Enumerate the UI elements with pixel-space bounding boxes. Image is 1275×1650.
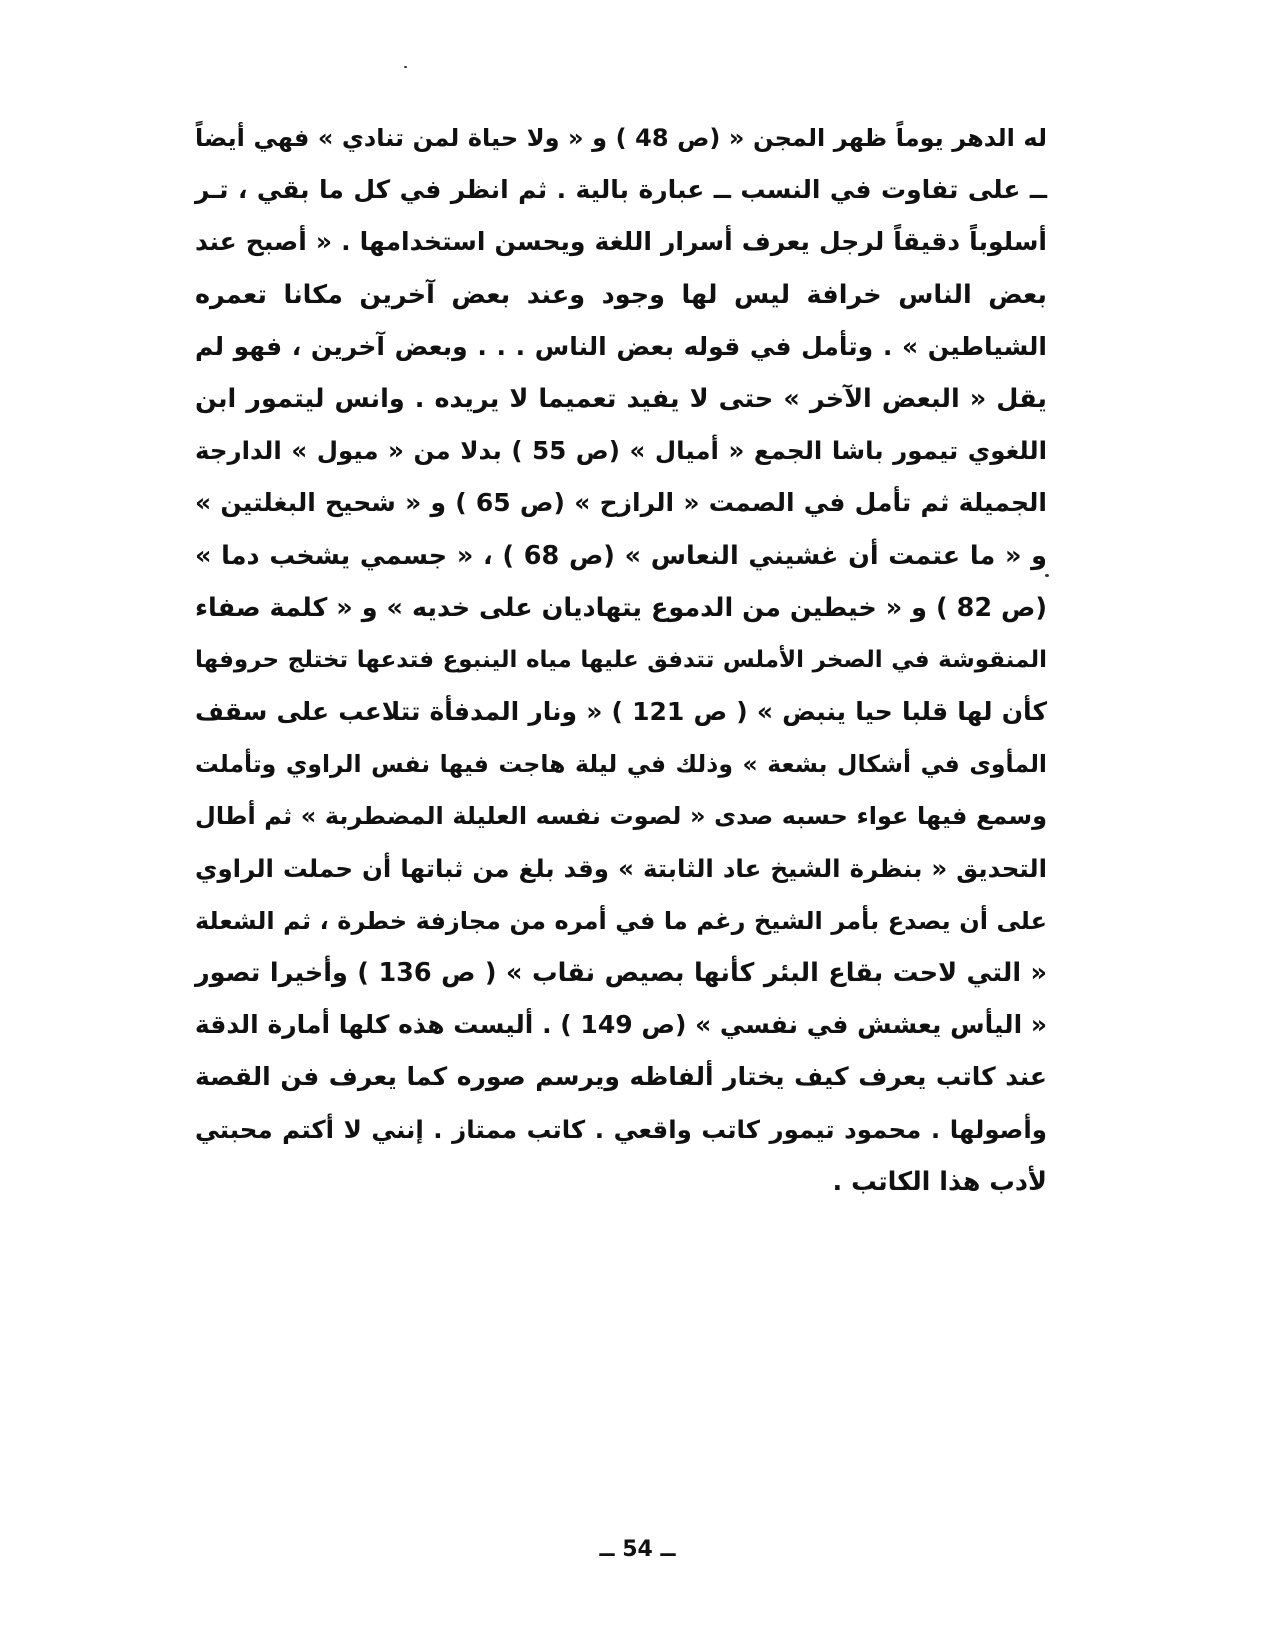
text-line: المأوى في أشكال بشعة » وذلك في ليلة هاجت فيها نفس الراوي وتأملت	[195, 750, 1047, 779]
text-line: و « ما عتمت أن غشيني النعاس » (ص 68 ) ، « جسمي يشخب دما »	[195, 540, 1047, 571]
text-line: « التي لاحت بقاع البئر كأنها بصيص نقاب » ( ص 136 ) وأخيرا تصور	[195, 958, 1048, 988]
text-line: ــ على تفاوت في النسب ــ عبارة بالية . ثم انظر في كل ما بقي ، تـر	[195, 175, 1047, 205]
text-line: وأصولها . محمود تيمور كاتب واقعي . كاتب ممتاز . إنني لا أكتم محبتي	[195, 1114, 1047, 1144]
text-line: لأدب هذا الكاتب .	[832, 1166, 1047, 1197]
scan-speck	[404, 66, 407, 68]
text-line: عند كاتب يعرف كيف يختار ألفاظه ويرسم صوره كما يعرف فن القصة	[195, 1062, 1047, 1092]
body-text	[195, 112, 1047, 1208]
text-line: بعض الناس خرافة ليس لها وجود وعند بعض آخرين مكانا تعمره	[195, 279, 1047, 310]
text-line: (ص 82 ) و « خيطين من الدموع يتهاديان على خديه » و « كلمة صفاء	[195, 592, 1047, 623]
page-number: ــ 54 ــ	[599, 1537, 676, 1562]
text-line: له الدهر يوماً ظهر المجن « (ص 48 ) و « ولا حياة لمن تنادي » فهي أيضاً	[195, 124, 1047, 152]
text-line: « اليأس يعشش في نفسي » (ص 149 ) . أليست هذه كلها أمارة الدقة	[194, 1010, 1047, 1040]
text-line: يقل « البعض الآخر » حتى لا يفيد تعميما لا يريده . وانس ليتمور ابن	[195, 383, 1047, 414]
text-line: على أن يصدع بأمر الشيخ رغم ما في أمره من مجازفة خطرة ، ثم الشعلة	[195, 906, 1047, 935]
text-line: كأن لها قلبا حيا ينبض » ( ص 121 ) « ونار المدفأة تتلاعب على سقف	[195, 697, 1047, 727]
text-line: المنقوشة في الصخر الأملس تتدفق عليها مياه الينبوع فتدعها تختلج حروفها	[195, 646, 1047, 673]
text-line: الشياطين » . وتأمل في قوله بعض الناس . . . وبعض آخرين ، فهو لم	[195, 331, 1047, 361]
text-line: وسمع فيها عواء حسبه صدى « لصوت نفسه العليلة المضطربة » ثم أطال	[195, 802, 1047, 831]
text-line: أسلوباً دقيقاً لرجل يعرف أسرار اللغة ويحسن استخدامها . « أصبح عند	[195, 227, 1047, 257]
text-line: الجميلة ثم تأمل في الصمت « الرازح » (ص 65 ) و « شحيح البغلتين »	[195, 488, 1047, 518]
text-line: التحديق « بنظرة الشيخ عاد الثابتة » وقد بلغ من ثباتها أن حملت الراوي	[195, 853, 1047, 883]
text-line: اللغوي تيمور باشا الجمع « أميال » (ص 55 ) بدلا من « ميول » الدارجة	[195, 436, 1047, 466]
